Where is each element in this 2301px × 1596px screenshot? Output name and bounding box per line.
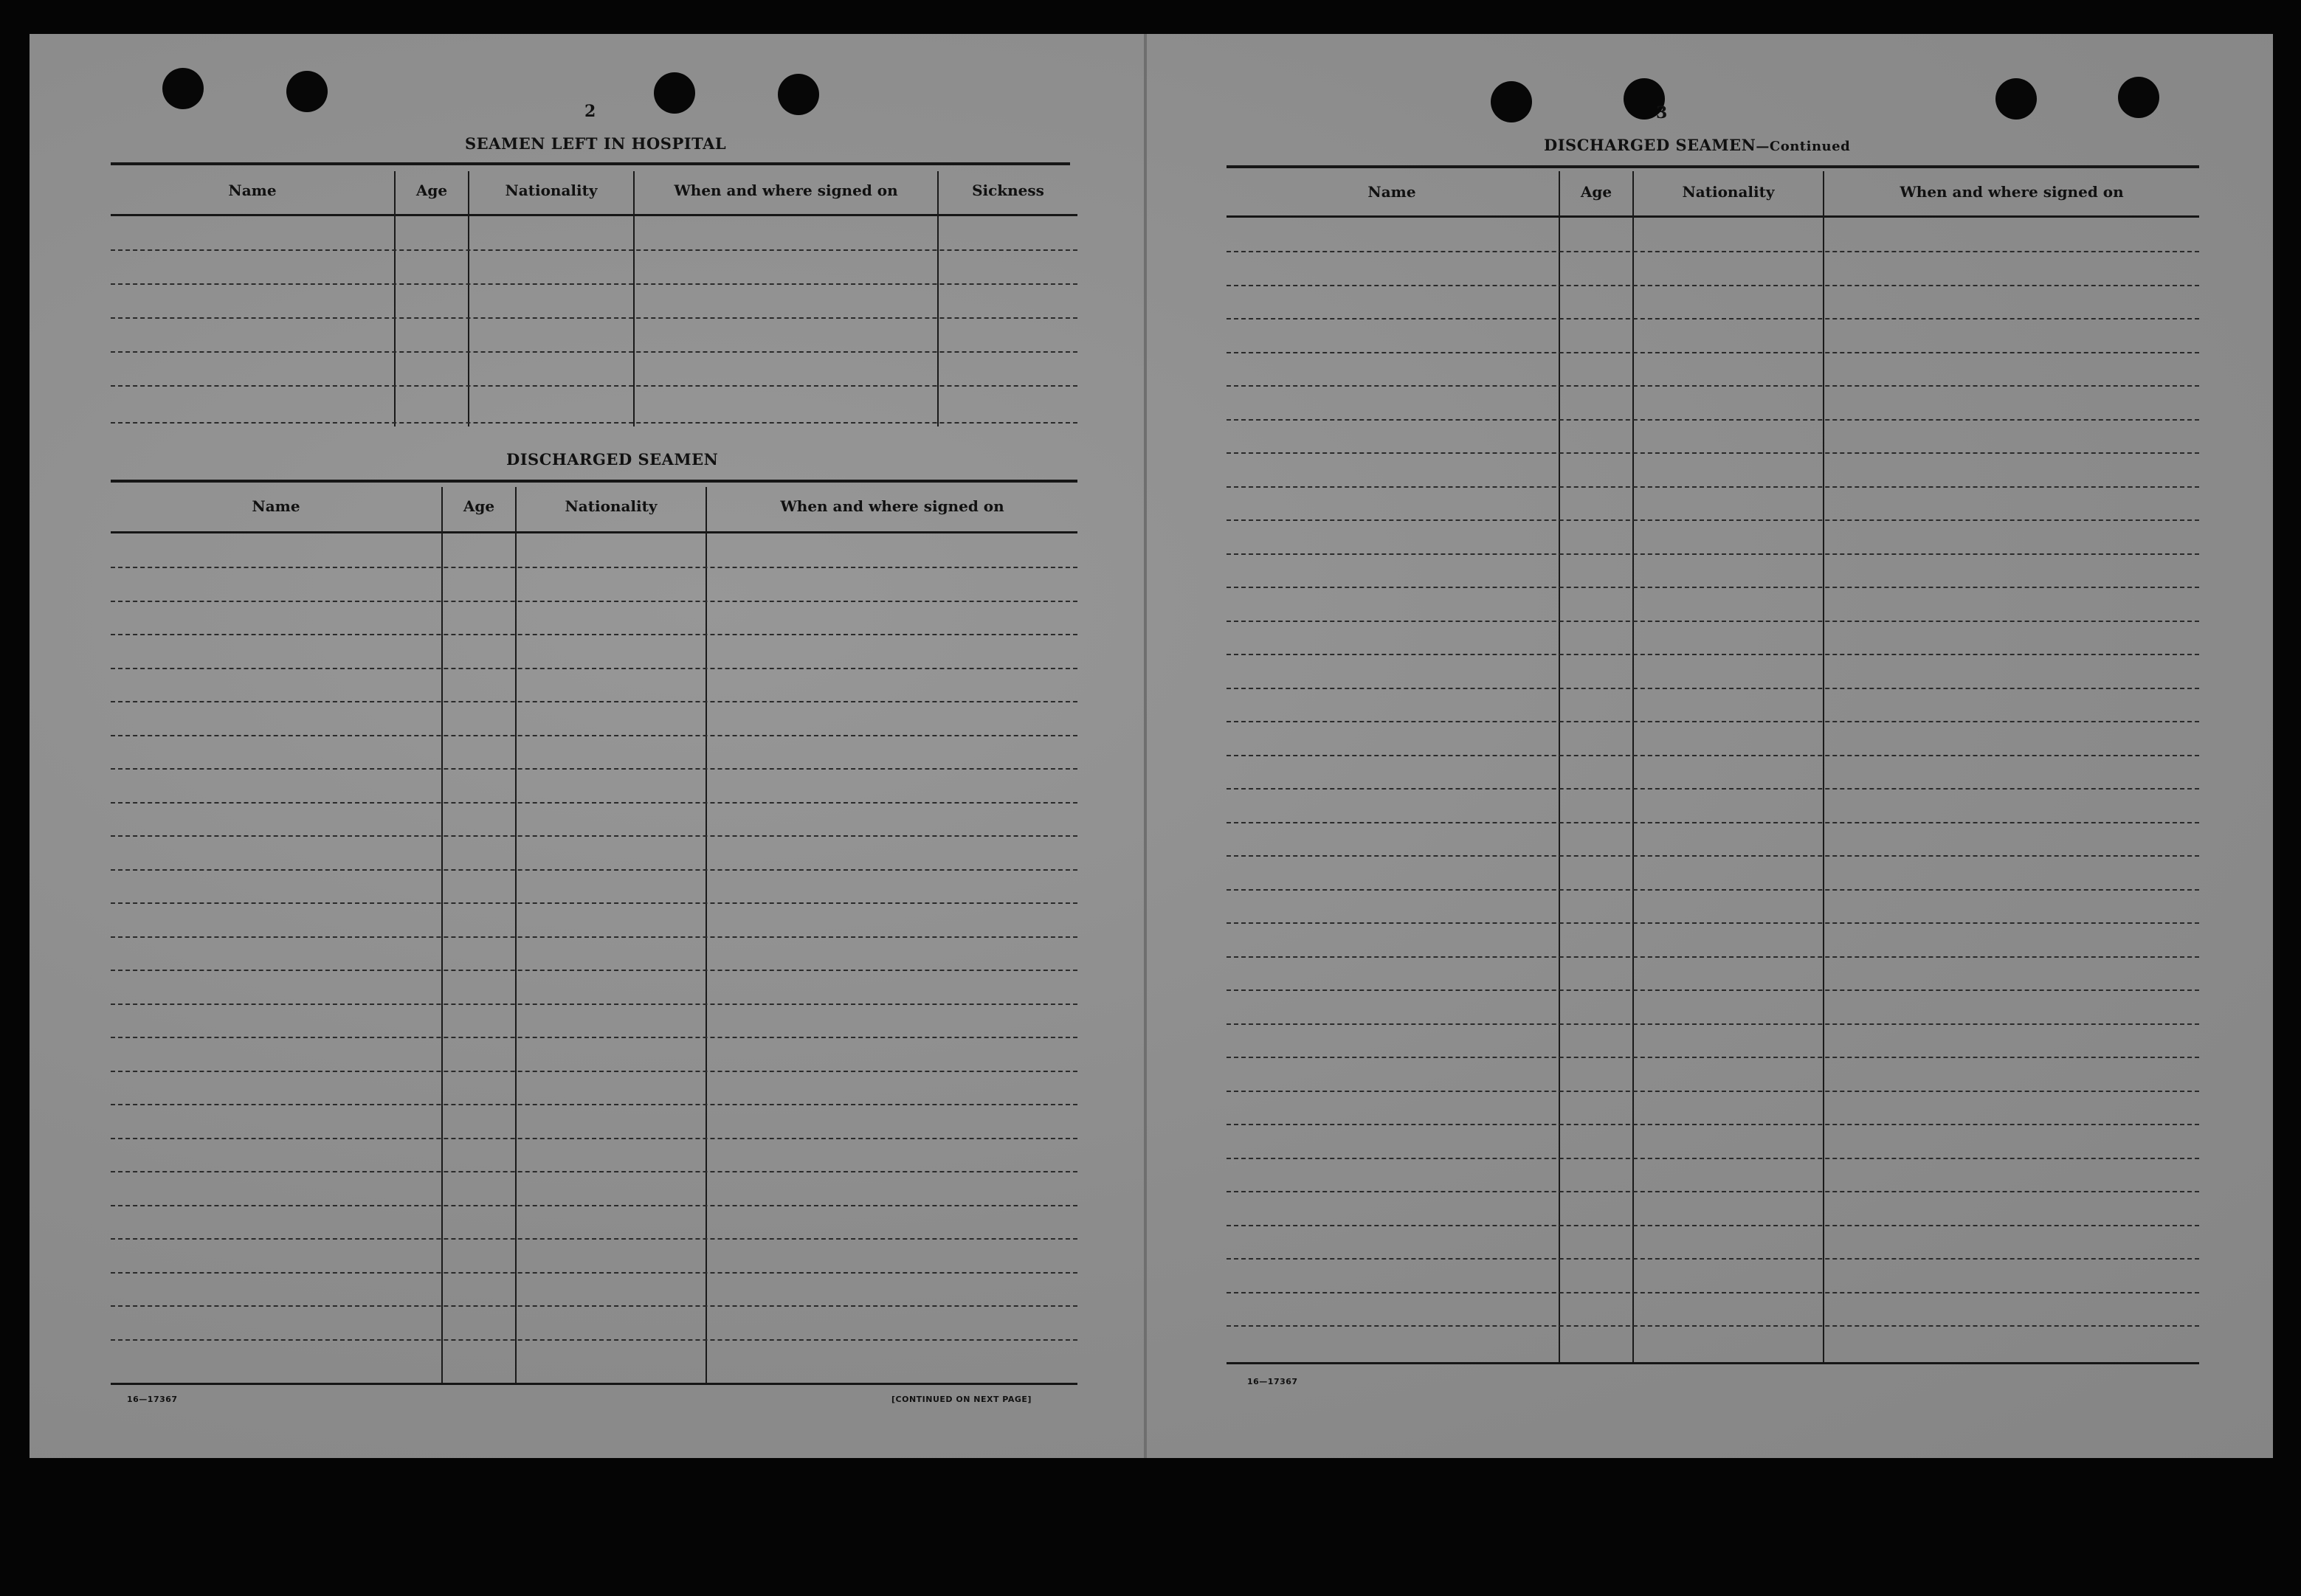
form-row-line [111,835,1077,837]
hospital-divider [633,171,635,426]
form-row-line [1227,553,2199,555]
form-row-line [111,601,1077,602]
right-divider [1823,171,1824,1364]
hospital-section-title: SEAMEN LEFT IN HOSPITAL [465,134,727,153]
hospital-divider [394,171,396,426]
hospital-row-line [111,249,1077,251]
form-row-line [111,1104,1077,1105]
right-col-nationality: Nationality [1682,183,1775,201]
form-row-line [1227,352,2199,353]
right-divider [1559,171,1560,1364]
page-number-left: 2 [584,102,596,121]
punch-hole [654,72,695,114]
form-row-line [111,1138,1077,1139]
hospital-row-line [111,351,1077,353]
hospital-divider [468,171,469,426]
discharged-col-name: Name [252,497,300,515]
form-row-line [1227,1023,2199,1025]
form-row-line [1227,1325,2199,1327]
right-section-title-continued: —Continued [1756,139,1851,154]
form-row-line [111,1171,1077,1172]
form-row-line [1227,989,2199,991]
form-row-line [1227,721,2199,722]
form-row-line [1227,788,2199,790]
hospital-col-signed-on: When and where signed on [674,182,898,199]
form-row-line [1227,1124,2199,1125]
discharged-divider [441,487,443,1384]
form-row-line [1227,1158,2199,1159]
punch-hole [286,71,328,112]
form-row-line [1227,922,2199,924]
hospital-col-name: Name [228,182,277,199]
form-row-line [1227,251,2199,252]
form-row-line [111,1205,1077,1206]
right-header-rule [1227,215,2199,218]
form-row-line [1227,688,2199,689]
right-top-rule [1227,165,2199,168]
form-row-line [1227,318,2199,319]
form-row-line [111,567,1077,568]
hospital-col-sickness: Sickness [972,182,1044,199]
hospital-row-line [111,422,1077,424]
discharged-col-signed-on: When and where signed on [780,497,1004,515]
form-row-line [1227,1091,2199,1092]
hospital-col-age: Age [415,182,448,199]
form-row-line [111,802,1077,804]
form-row-line [1227,654,2199,655]
discharged-col-age: Age [463,497,495,515]
form-row-line [111,768,1077,770]
right-col-name: Name [1367,183,1416,201]
form-row-line [1227,889,2199,891]
form-row-line [1227,385,2199,387]
form-row-line [1227,419,2199,421]
right-section-title [1544,136,1850,154]
form-row-line [111,970,1077,971]
discharged-section-title: DISCHARGED SEAMEN [506,450,719,469]
form-row-line [1227,1191,2199,1192]
form-row-line [1227,1225,2199,1226]
form-row-line [111,1037,1077,1038]
discharged-divider [515,487,517,1384]
discharged-bottom-rule [111,1383,1077,1385]
discharged-header-rule [111,531,1077,533]
form-row-line [1227,452,2199,454]
right-col-age: Age [1580,183,1612,201]
hospital-header-rule [111,214,1077,216]
form-row-line [111,1003,1077,1005]
form-row-line [111,1339,1077,1341]
form-row-line [1227,1057,2199,1058]
form-row-line [1227,1258,2199,1260]
hospital-divider [937,171,939,426]
form-row-line [111,936,1077,938]
form-row-line [111,1071,1077,1072]
punch-hole [162,68,204,109]
form-number-left: 16—17367 [127,1395,178,1404]
punch-hole [1995,78,2037,120]
form-row-line [1227,587,2199,588]
form-row-line [111,1305,1077,1307]
right-section-title-main: DISCHARGED SEAMEN [1544,136,1756,154]
punch-hole [778,74,819,115]
form-row-line [111,668,1077,669]
center-fold [1144,34,1147,1458]
form-row-line [1227,822,2199,823]
form-row-line [111,869,1077,871]
hospital-row-line [111,317,1077,319]
form-row-line [1227,621,2199,622]
form-row-line [1227,956,2199,958]
continued-note: [CONTINUED ON NEXT PAGE] [891,1395,1032,1404]
form-row-line [1227,1292,2199,1293]
form-row-line [1227,755,2199,756]
form-row-line [111,634,1077,635]
form-row-line [1227,285,2199,286]
form-number-right: 16—17367 [1247,1377,1298,1386]
hospital-top-rule [111,162,1070,165]
punch-hole [2118,77,2159,118]
form-row-line [1227,855,2199,857]
right-col-signed-on: When and where signed on [1900,183,2124,201]
form-row-line [111,1238,1077,1240]
form-row-line [111,1272,1077,1274]
form-row-line [1227,486,2199,488]
hospital-row-line [111,385,1077,387]
discharged-divider [706,487,707,1384]
document-sheet [30,34,2273,1458]
form-row-line [1227,519,2199,521]
discharged-top-rule [111,480,1077,483]
discharged-col-nationality: Nationality [565,497,658,515]
punch-hole [1491,81,1532,122]
form-row-line [111,902,1077,904]
page-number-right: 3 [1656,103,1668,122]
hospital-col-nationality: Nationality [505,182,598,199]
right-divider [1632,171,1634,1364]
hospital-row-line [111,283,1077,285]
form-row-line [111,701,1077,702]
right-bottom-rule [1227,1362,2199,1364]
form-row-line [111,735,1077,736]
